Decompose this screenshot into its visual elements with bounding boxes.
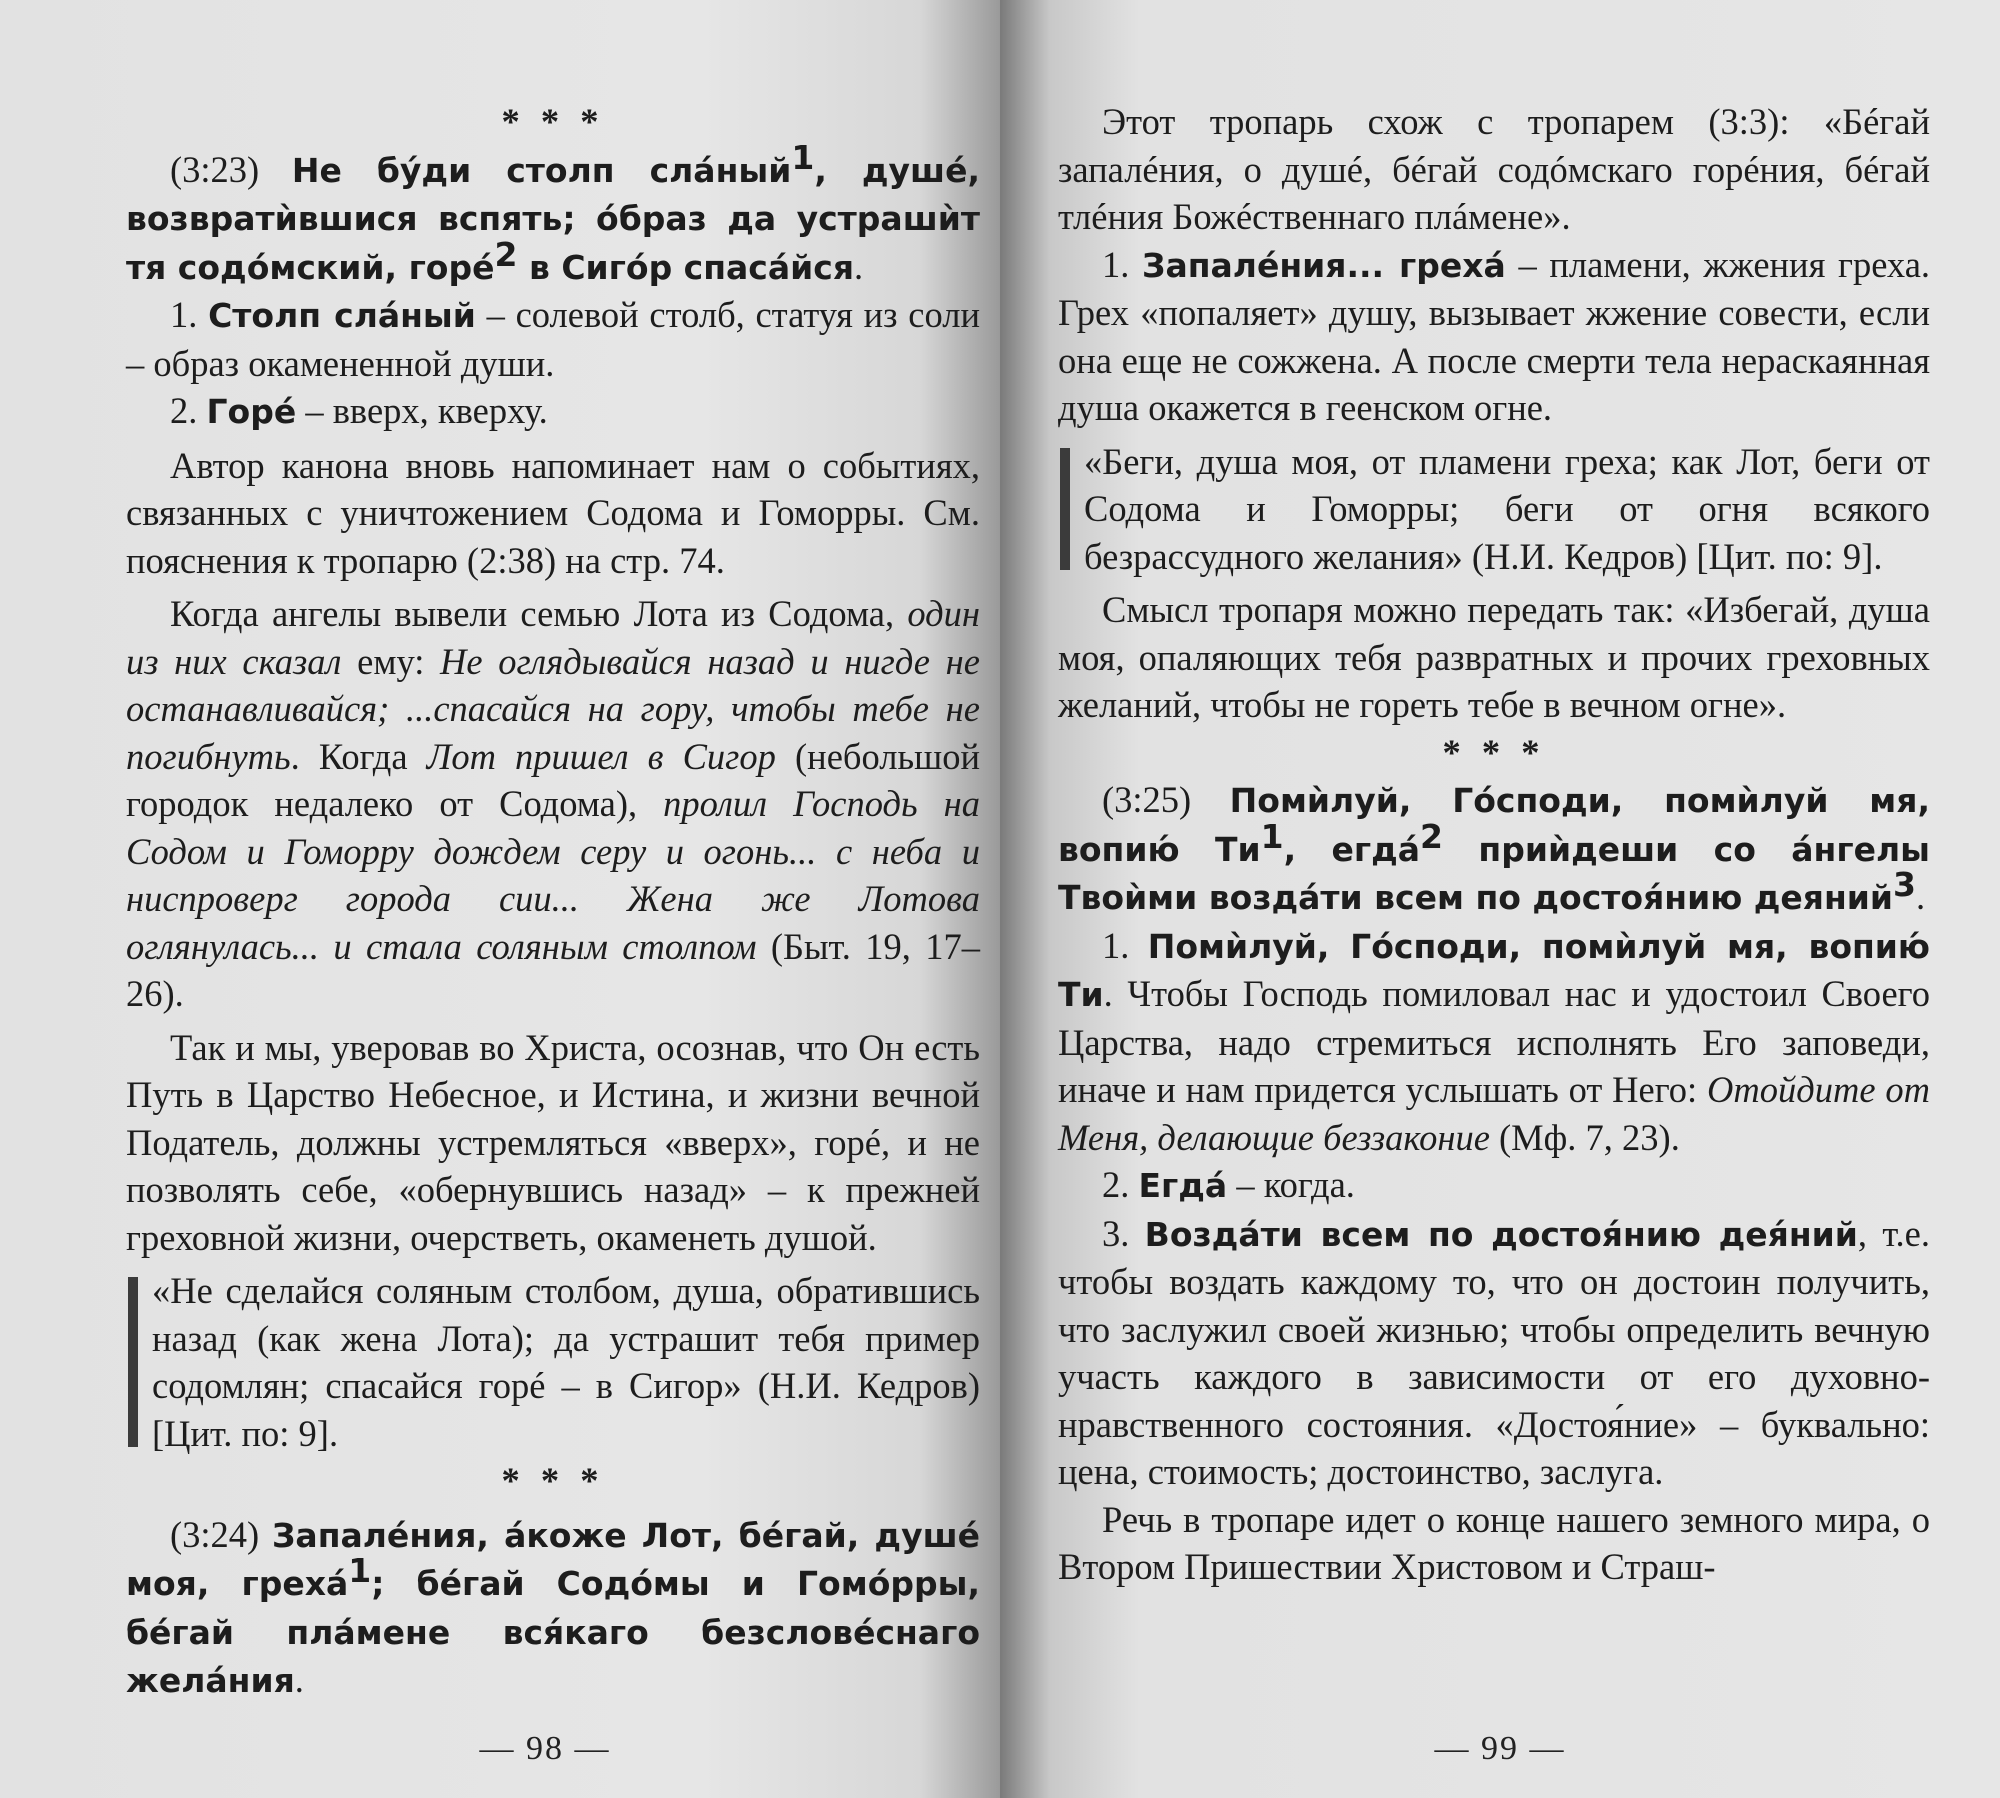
tropar-text: приѝдеши со áнгелы Твоѝми воздáти всем по достоя́нию деяний	[1058, 829, 1930, 917]
note-text: . Чтобы Господь помиловал нас и удостоил Своего Царства, надо стремиться исполнять Его заповеди, иначе и нам придется услышать от Него:	[1058, 973, 1930, 1110]
quote-bar	[128, 1277, 138, 1447]
section-separator: * * *	[1442, 731, 1546, 773]
tropar-text: в Сигóр спасáйся	[517, 247, 855, 287]
note-text: – вверх, кверху.	[296, 390, 548, 431]
note-number: 1.	[170, 294, 209, 335]
tropar-text: Помѝлуй, Гóсподи, помѝлуй мя, вопию́ Ти	[1058, 781, 1930, 869]
note-1	[1058, 241, 1930, 432]
tropar-text: Запалéния, áкоже Лот, бéгай, душé моя, грехá	[126, 1515, 981, 1603]
note-term: Воздáти всем по достоя́нию дея́ний	[1144, 1214, 1858, 1254]
note-term: Столп слáный	[208, 296, 476, 335]
note-term: Егдá	[1138, 1166, 1228, 1205]
tropar-text: ; бéгай Содóмы и Гомóрры, бéгай плáмене вся́каго безсловéснаго желáния	[126, 1564, 980, 1700]
paragraph: Речь в тропаре идет о конце нашего земного мира, о Втором Пришествии Христовом и Страш-	[1058, 1498, 1930, 1587]
punctuation: .	[294, 1659, 304, 1700]
page-number: — 98 —	[479, 1730, 611, 1767]
footnote-mark: 1	[1260, 816, 1284, 856]
section-separator: * * *	[501, 1460, 605, 1501]
tropar-3-23	[126, 137, 980, 292]
note-number: 2.	[170, 390, 207, 431]
note-text: (Мф. 7, 23).	[1489, 1116, 1680, 1158]
tropar-3-24	[126, 1511, 980, 1705]
text-run: . Когда	[290, 735, 427, 777]
note-term: Помѝлуй, Гóсподи, помѝлуй мя, вопию́ Ти	[1058, 926, 1930, 1014]
page-number: — 99 —	[1434, 1730, 1566, 1767]
left-page-text	[126, 98, 980, 1705]
quotation-block	[126, 1267, 980, 1457]
note-text: – солевой столб, статуя из соли – образ окамененной души.	[126, 294, 980, 384]
footnote-mark: 1	[348, 1550, 372, 1590]
tropar-text: Не бýди столп слáный	[291, 150, 792, 190]
note-number: 1.	[1102, 924, 1148, 966]
tropar-ref: (3:23)	[170, 148, 292, 190]
tropar-3-25	[1058, 776, 1930, 922]
paragraph	[126, 590, 980, 1018]
footnote-mark: 2	[494, 234, 518, 274]
italic-run: Отойдите от Меня, делающие беззаконие	[1058, 1069, 1930, 1158]
note-text: – когда.	[1227, 1164, 1355, 1205]
right-page	[1000, 0, 2000, 1798]
tropar-ref: (3:25)	[1102, 779, 1230, 820]
text-run: (Быт. 19, 17–26).	[126, 925, 980, 1014]
text-run: (небольшой городок недалеко от Содома),	[126, 735, 981, 824]
note-term: Горé	[206, 392, 297, 431]
text-run: Когда ангелы вывели семью Лота из Содома,	[170, 593, 908, 634]
punctuation: .	[1916, 876, 1926, 917]
note-number: 2.	[1102, 1164, 1139, 1205]
note-number: 3.	[1102, 1212, 1145, 1254]
section-separator: * * *	[501, 101, 605, 142]
tropar-ref: (3:24)	[170, 1513, 272, 1555]
quotation-block	[1058, 438, 1930, 581]
note-text: , т.е. чтобы воздать каждому то, что он достоин получить, что заслужил своей жизнью; чтобы определить вечную участь каждого в зависимости от его духовно-нравственного состояния. «Достоя́ние» – буквально: цена, стоимость; достоинство, заслуга.	[1058, 1212, 1930, 1492]
note-3	[1058, 1210, 1930, 1496]
italic-run: один из них сказал	[126, 593, 980, 682]
italic-run: Лот пришел в Сигор	[426, 735, 776, 777]
tropar-text: , егдá	[1283, 829, 1421, 869]
quotation-text: «Не сделайся соляным столбом, душа, обратившись назад (как жена Лота); да устрашит тебя пример содомлян; спасайся горé – в Сигор» (Н.И. Кедров) [Цит. по: 9].	[152, 1270, 980, 1454]
paragraph: Смысл тропаря можно передать так: «Избегай, душа моя, опаляющих тебя развратных и прочих греховных желаний, чтобы не гореть тебе в вечном огне».	[1058, 589, 1930, 725]
footnote-mark: 1	[791, 137, 815, 177]
paragraph: Автор канона вновь напоминает нам о событиях, связанных с уничтожением Содома и Гоморры. См. пояснения к тропарю (2:38) на стр. 74.	[126, 444, 980, 581]
paragraph: Этот тропарь схож с тропарем (3:3): «Бéгай запалéния, о душé, бéгай содóмскаго горéния, бéгай тлéния Божéственнаго плáмене».	[1058, 101, 1930, 237]
right-page-text	[1058, 98, 1930, 1591]
footnote-mark: 3	[1893, 864, 1917, 904]
note-1-b	[1058, 922, 1930, 1162]
quotation-text: «Беги, душа моя, от пламени греха; как Лот, беги от Содома и Гоморры; беги от огня всякого безрассудного желания» (Н.И. Кедров) [Цит. по: 9].	[1084, 440, 1930, 577]
note-1	[126, 291, 980, 387]
note-2	[1058, 1161, 1930, 1210]
paragraph: Так и мы, уверовав во Христа, осознав, что Он есть Путь в Царство Небесное, и Истина, и жизни вечной Податель, должны устремляться «вверх», горé, и не позволять себе, «обернувшись назад» – к прежней греховной жизни, очерстветь, окаменеть душой.	[126, 1026, 980, 1258]
punctuation: .	[854, 245, 864, 287]
note-2	[126, 387, 980, 436]
italic-run: Не оглядывайся назад и нигде не останавливайся; ...спасайся на гору, чтобы тебе не погибнуть	[126, 640, 980, 777]
note-number: 1.	[1102, 243, 1142, 285]
quote-bar	[1060, 448, 1070, 571]
text-run: ему:	[341, 640, 441, 682]
note-text: – пламени, жжения греха. Грех «попаляет» душу, вызывает жжение совести, если она еще не сожжена. А после смерти тела нераскаянная душа окажется в геенском огне.	[1058, 243, 1931, 428]
italic-run: пролил Господь на Содом и Гоморру дождем серу и огонь... с неба и ниспроверг города сии... Жена же Лотова оглянулась... и стала соляным столпом	[126, 783, 980, 967]
note-term: Запалéния... грехá	[1142, 245, 1506, 285]
tropar-text: , душé, возвратѝвшися вспять; óбраз да устрашѝт тя содóмский, горé	[126, 150, 980, 287]
footnote-mark: 2	[1420, 816, 1444, 856]
